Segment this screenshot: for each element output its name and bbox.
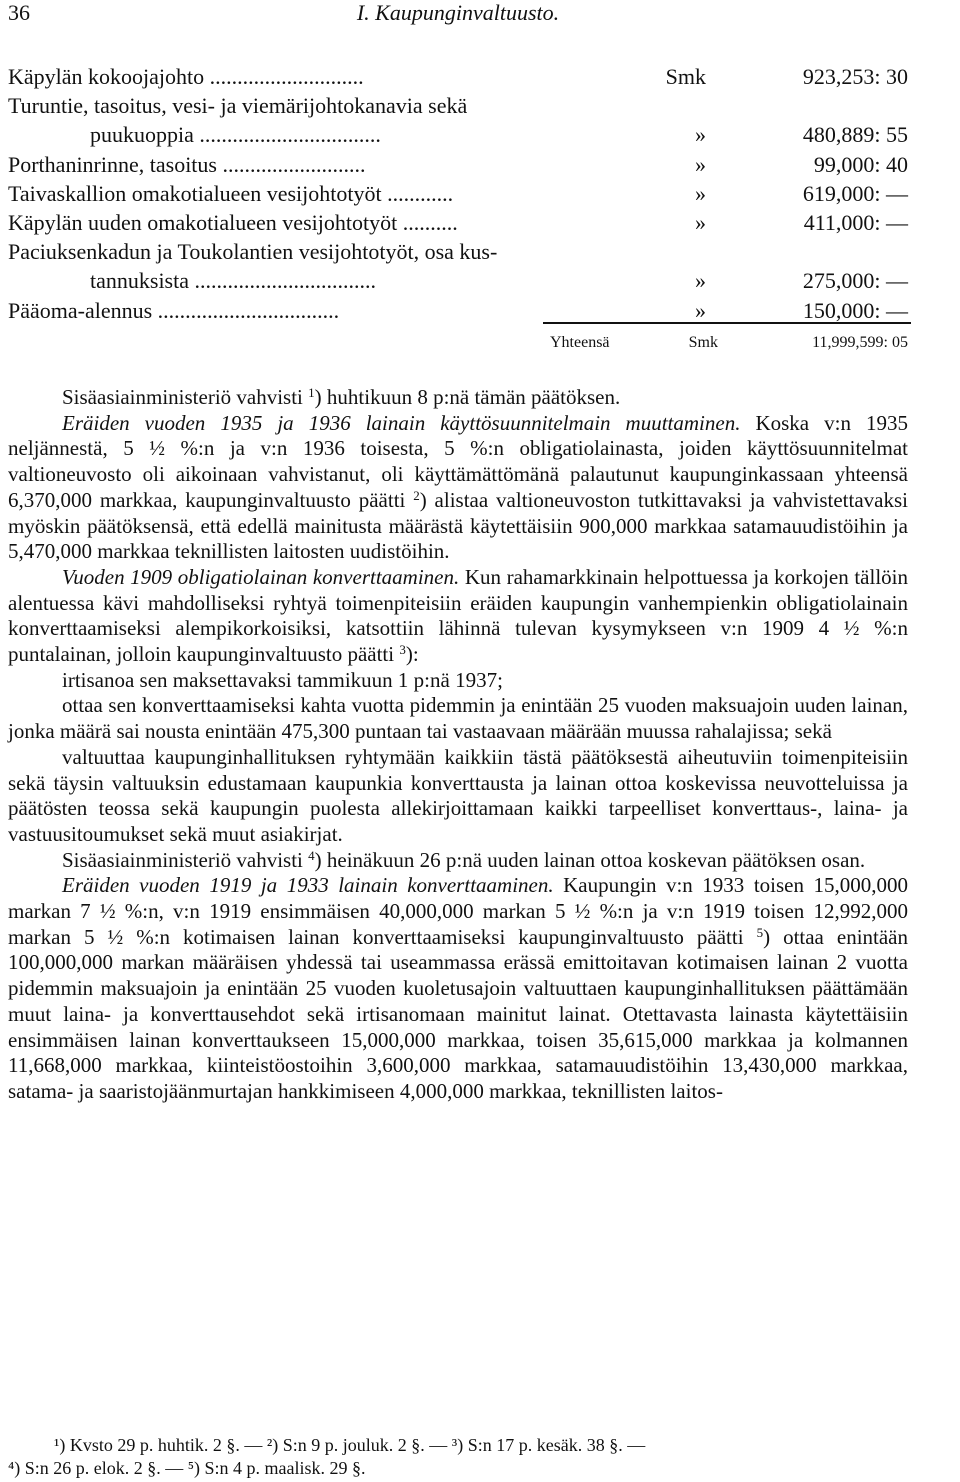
account-table [8,62,908,325]
account-label: Turuntie, tasoitus, vesi- ja viemärijohtokanavia sekä [8,93,468,119]
page-number: 36 [8,0,30,25]
account-label: tannuksista ................................. [90,268,376,294]
account-row [8,150,908,179]
account-label: puukuoppia ................................. [90,122,381,148]
account-currency: » [695,180,706,206]
account-amount: 923,253: 30 [802,64,908,89]
paragraph-1935-1936-loans: Eräiden vuoden 1935 ja 1936 lainain käyttösuunnitelmain muuttaminen. Koska v:n 1935 neljännestä, 5 ½ %:n ja v:n 1936 toisesta, 5 %:n obligatiolainasta, joiden käyttösuunnitelmat valtioneuvosto oli aikoinaan vahvistanut, oli käyttämättömänä palautunut kaupunginkassaan yhteensä 6,370,000 markkaa, kaupunginvaltuusto päätti $^2$) alistaa valtioneuvoston tutkittavaksi ja vahvistettavaksi myöskin päätöksensä, että edellä mainitusta määrästä käytettäisiin 900,000 markkaa satamauudistöihin ja 5,470,000 markkaa teknillisten laitosten uudistöihin. [8,410,908,564]
running-title: I. Kaupunginvaltuusto. [356,0,560,25]
account-currency: » [695,268,706,294]
account-row [8,120,908,149]
account-amount: 99,000: 40 [813,151,908,177]
total-amount: 11,999,599: 05 [812,334,908,351]
paragraph-item-3: valtuuttaa kaupunginhallituksen ryhtymään kaikkiin tästä päätöksestä aiheutuviin toimenpiteisiin sekä täysin valtuuksin edustamaan kaupunkia konverttausta ja lainan ottoa koskevissa neuvotteluissa ja päätösten teossa sekä kaupungin puolesta allekirjoittamaan kaikki tarpeelliset konverttaus-, laina- ja vastuusitoumukset sekä muut asiakirjat. [8,744,908,846]
paragraph-ratification-2: Sisäasiainministeriö vahvisti $^4$) heinäkuun 26 p:nä uuden lainan ottoa koskevan päätöksen osan. [62,847,866,872]
account-currency: » [695,122,706,148]
body-text [8,385,908,1105]
account-row [8,91,908,120]
account-currency: » [695,297,706,323]
paragraph-item-2: ottaa sen konverttaamiseksi kahta vuotta pidemmin ja enintään 25 vuoden maksuajoin uuden lainan, jonka määrä sai nousta enintään 475,300 puntaan tai vastaavaan määrään muussa rahalajissa; sekä [8,693,908,744]
footnote-line-1: ¹) Kvsto 29 p. huhtik. 2 §. — ²) S:n 9 p. jouluk. 2 §. — ³) S:n 17 p. kesäk. 38 §. — [54,1435,646,1455]
total-row [8,328,908,358]
account-currency: » [695,151,706,177]
account-label: Porthaninrinne, tasoitus .......................... [8,151,366,177]
account-row [8,179,908,208]
account-amount: 619,000: — [802,180,908,206]
section-heading: Eräiden vuoden 1935 ja 1936 lainain käyttösuunnitelmain muuttaminen. [62,410,741,435]
section-heading: Eräiden vuoden 1919 ja 1933 lainain konverttaaminen. [62,873,554,898]
account-row [8,208,908,237]
running-header [8,0,908,28]
account-amount: 275,000: — [802,268,908,294]
account-label: Taivaskallion omakotialueen vesijohtotyöt ............ [8,180,454,206]
account-label: Käpylän uuden omakotialueen vesijohtotyöt .......... [8,209,458,235]
paragraph-1909-loan: Vuoden 1909 obligatiolainan konverttaaminen. Kun rahamarkkinain helpottuessa ja korkojen tällöin alentuessa kävi mahdolliseksi ryhtyä toimenpiteisiin eräiden kaupungin vanhempienkin obligatiolainain konverttaamiseksi alempikorkoisiksi, katsottiin lähinnä tulevan kysymykseen v:n 1909 4 ½ %:n puntalainan, jolloin kaupunginvaltuusto päätti $^3$): [8,564,908,667]
section-heading: Vuoden 1909 obligatiolainan konverttaaminen. [62,564,460,589]
account-currency: Smk [665,64,706,89]
account-row [8,237,908,266]
account-row [8,266,908,295]
account-amount: 150,000: — [802,297,908,323]
footnotes [8,1434,908,1480]
paragraph-ratification: Sisäasiainministeriö vahvisti $^1$) huhtikuun 8 p:nä tämän päätöksen. [62,385,621,409]
total-rule [543,322,911,324]
paragraph-1919-1933-loans: Eräiden vuoden 1919 ja 1933 lainain konverttaaminen. Kaupungin v:n 1933 toisen 15,000,000 markan 7 ½ %:n, v:n 1919 ensimmäisen 40,000,000 markan 5 ½ %:n ja v:n 1919 toisen 12,992,000 markan 5 ½ %:n kotimaisen lainan konverttaamiseksi kaupunginvaltuusto päätti $^5$) ottaa enintään 100,000,000 markan määräisen yhdessä tai useammassa erässä emittoitavan kotimaisen lainan 2 vuotta pidemmin maksuajoin ja enintään 25 vuoden kuoletusajoin valtuuttaen kaupunginhallituksen päättämään muut laina- ja konverttausehdot sekä irtisanomaan mainitut lainat. Otettavasta lainasta käytettäisiin ensimmäisen lainan konverttaukseen 15,000,000 markkaa, toisen 35,615,000 markkaa ja kolmannen 11,668,000 markkaa, kiinteistöostoihin 3,600,000 markkaa, satamauudistöihin 13,430,000 markkaa, satama- ja saaristojäänmurtajan hankkimiseen 4,000,000 markkaa, teknillisten laitos- [8,873,909,1103]
account-amount: 411,000: — [803,209,908,235]
account-label: Pääoma-alennus ................................. [8,297,340,323]
footnote-line-2: ⁴) S:n 26 p. elok. 2 §. — ⁵) S:n 4 p. maalisk. 29 §. [8,1458,366,1478]
total-currency: Smk [688,334,718,351]
paragraph-item-1: irtisanoa sen maksettavaksi tammikuun 1 p:nä 1937; [62,667,503,692]
account-label: Paciuksenkadun ja Toukolantien vesijohtotyöt, osa kus- [8,239,498,265]
total-label: Yhteensä [550,334,610,351]
account-row [8,62,908,91]
account-label: Käpylän kokoojajohto ............................ [8,64,364,89]
account-currency: » [695,209,706,235]
account-row [8,296,908,325]
account-amount: 480,889: 55 [802,122,908,148]
